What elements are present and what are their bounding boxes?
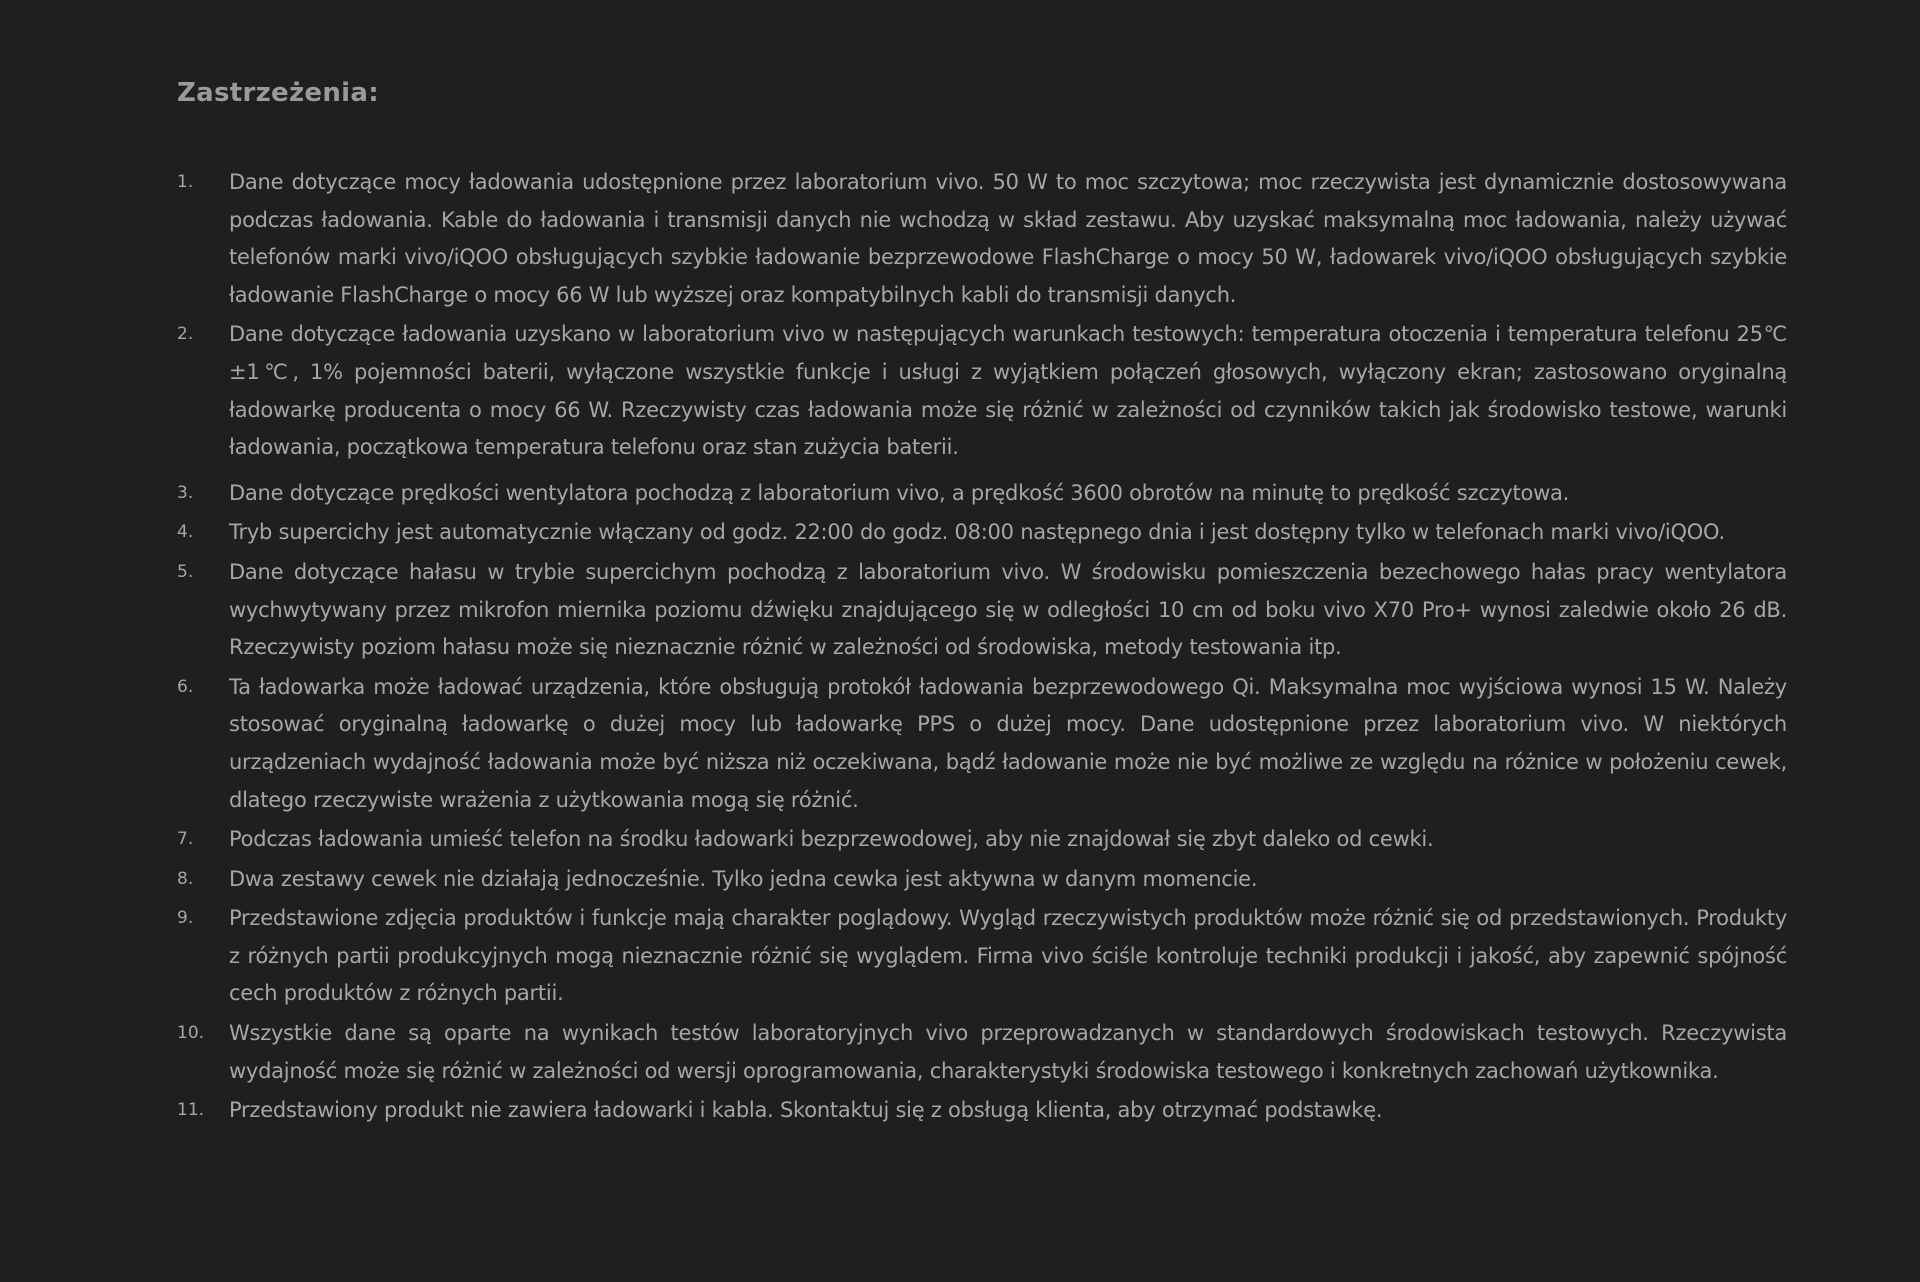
disclaimer-item-5 <box>177 554 1787 667</box>
disclaimer-item-9 <box>177 900 1787 1013</box>
disclaimer-item-11 <box>177 1092 1787 1130</box>
disclaimers-title: Zastrzeżenia: <box>177 78 379 108</box>
disclaimer-text: Dane dotyczące prędkości wentylatora pochodzą z laboratorium vivo, a prędkość 3600 obrotów na minutę to prędkość szczytowa. <box>229 480 1570 505</box>
disclaimer-item-1 <box>177 164 1787 314</box>
disclaimers-section <box>177 78 1787 1132</box>
disclaimers-list <box>177 164 1787 1130</box>
disclaimer-item-3 <box>177 475 1787 513</box>
disclaimer-text: Dwa zestawy cewek nie działają jednocześnie. Tylko jedna cewka jest aktywna w danym momencie. <box>229 866 1258 891</box>
disclaimer-number: 9. <box>177 908 194 929</box>
disclaimer-text: Przedstawiony produkt nie zawiera ładowarki i kabla. Skontaktuj się z obsługą klienta, aby otrzymać podstawkę. <box>229 1098 1383 1123</box>
disclaimer-item-2 <box>177 316 1787 466</box>
disclaimer-text: Podczas ładowania umieść telefon na środku ładowarki bezprzewodowej, aby nie znajdował się zbyt daleko od cewki. <box>229 827 1434 852</box>
disclaimer-number: 5. <box>177 561 194 582</box>
disclaimer-number: 6. <box>177 676 194 697</box>
disclaimer-number: 2. <box>177 324 194 345</box>
disclaimer-item-7 <box>177 821 1787 859</box>
disclaimer-text: Dane dotyczące hałasu w trybie supercichym pochodzą z laboratorium vivo. W środowisku pomieszczenia bezechowego hałas pracy wentylatora wychwytywany przez mikrofon miernika poziomu dźwięku znajdującego się w odległości 10 cm od boku vivo X70 Pro+ wynosi zaledwie około 26 dB. Rzeczywisty poziom hałasu może się nieznacznie różnić w zależności od środowiska, metody testowania itp. <box>229 559 1787 660</box>
disclaimer-item-6 <box>177 669 1787 819</box>
disclaimer-text: Tryb supercichy jest automatycznie włączany od godz. 22:00 do godz. 08:00 następnego dnia i jest dostępny tylko w telefonach marki vivo/iQOO. <box>229 520 1725 545</box>
disclaimer-text: Ta ładowarka może ładować urządzenia, które obsługują protokół ładowania bezprzewodowego Qi. Maksymalna moc wyjściowa wynosi 15 W. Należy stosować oryginalną ładowarkę o dużej mocy lub ładowarkę PPS o dużej mocy. Dane udostępnione przez laboratorium vivo. W niektórych urządzeniach wydajność ładowania może być niższa niż oczekiwana, bądź ładowanie może nie być możliwe ze względu na różnice w położeniu cewek, dlatego rzeczywiste wrażenia z użytkowania mogą się różnić. <box>229 674 1787 812</box>
disclaimer-number: 11. <box>177 1100 205 1121</box>
disclaimer-text: Dane dotyczące ładowania uzyskano w laboratorium vivo w następujących warunkach testowych: temperatura otoczenia i temperatura telefonu 25℃±1℃, 1% pojemności baterii, wyłączone wszystkie funkcje i usługi z wyjątkiem połączeń głosowych, wyłączony ekran; zastosowano oryginalną ładowarkę producenta o mocy 66 W. Rzeczywisty czas ładowania może się różnić w zależności od czynników takich jak środowisko testowe, warunki ładowania, początkowa temperatura telefonu oraz stan zużycia baterii. <box>229 322 1787 460</box>
disclaimer-number: 4. <box>177 522 194 543</box>
disclaimer-number: 8. <box>177 868 194 889</box>
disclaimer-number: 10. <box>177 1023 205 1044</box>
disclaimer-item-10 <box>177 1015 1787 1090</box>
disclaimer-text: Przedstawione zdjęcia produktów i funkcje mają charakter poglądowy. Wygląd rzeczywistych produktów może różnić się od przedstawionych. Produkty z różnych partii produkcyjnych mogą nieznacznie różnić się wyglądem. Firma vivo ściśle kontroluje techniki produkcji i jakość, aby zapewnić spójność cech produktów z różnych partii. <box>229 906 1787 1006</box>
disclaimer-item-4 <box>177 514 1787 552</box>
disclaimer-item-8 <box>177 861 1787 899</box>
disclaimer-text: Wszystkie dane są oparte na wynikach testów laboratoryjnych vivo przeprowadzanych w standardowych środowiskach testowych. Rzeczywista wydajność może się różnić w zależności od wersji oprogramowania, charakterystyki środowiska testowego i konkretnych zachowań użytkownika. <box>229 1021 1787 1083</box>
disclaimer-number: 7. <box>177 829 194 850</box>
disclaimer-number: 1. <box>177 172 194 192</box>
disclaimer-text: Dane dotyczące mocy ładowania udostępnione przez laboratorium vivo. 50 W to moc szczytowa; moc rzeczywista jest dynamicznie dostosowywana podczas ładowania. Kable do ładowania i transmisji danych nie wchodzą w skład zestawu. Aby uzyskać maksymalną moc ładowania, należy używać telefonów marki vivo/iQOO obsługujących szybkie ładowanie bezprzewodowe FlashCharge o mocy 50 W, ładowarek vivo/iQOO obsługujących szybkie ładowanie FlashCharge o mocy 66 W lub wyższej oraz kompatybilnych kabli do transmisji danych. <box>229 170 1787 307</box>
disclaimer-number: 3. <box>177 482 194 503</box>
